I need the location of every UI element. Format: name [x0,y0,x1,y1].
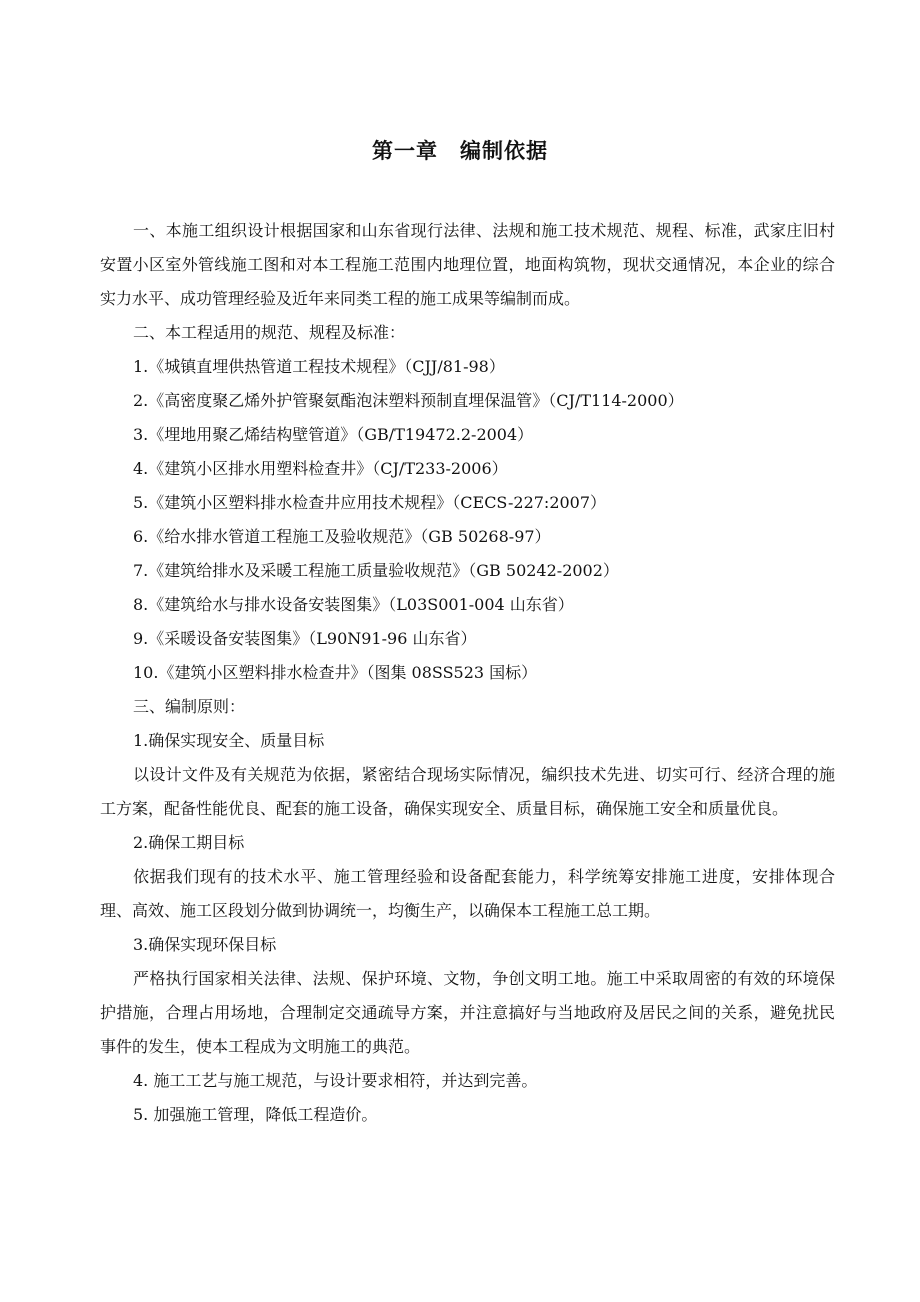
principle-heading: 2.确保工期目标 [133,833,245,852]
standard-item: 4.《建筑小区排水用塑料检查井》（CJ/T233-2006） [133,459,508,478]
document-body [100,214,835,1132]
principle-paragraph: 严格执行国家相关法律、法规、保护环境、文物，争创文明工地。施工中采取周密的有效的环境保护措施，合理占用场地，合理制定交通疏导方案，并注意搞好与当地政府及居民之间的关系，避免扰民事件的发生，使本工程成为文明施工的典范。 [100,969,835,1056]
principle-paragraph: 依据我们现有的技术水平、施工管理经验和设备配套能力，科学统筹安排施工进度，安排体现合理、高效、施工区段划分做到协调统一，均衡生产，以确保本工程施工总工期。 [100,867,835,920]
paragraph-basis: 一、本施工组织设计根据国家和山东省现行法律、法规和施工技术规范、规程、标准，武家庄旧村安置小区室外管线施工图和对本工程施工范围内地理位置，地面构筑物，现状交通情况，本企业的综合实力水平、成功管理经验及近年来同类工程的施工成果等编制而成。 [100,221,835,308]
standard-item: 6.《给水排水管道工程施工及验收规范》（GB 50268-97） [133,527,551,546]
principle-paragraph: 以设计文件及有关规范为依据，紧密结合现场实际情况，编织技术先进、切实可行、经济合理的施工方案，配备性能优良、配套的施工设备，确保实现安全、质量目标，确保施工安全和质量优良。 [100,765,835,818]
standard-item: 2.《高密度聚乙烯外护管聚氨酯泡沫塑料预制直埋保温管》（CJ/T114-2000） [133,391,684,410]
principle-item: 4. 施工工艺与施工规范，与设计要求相符，并达到完善。 [133,1071,538,1090]
standard-item: 7.《建筑给排水及采暖工程施工质量验收规范》（GB 50242-2002） [133,561,619,580]
principle-heading: 3.确保实现环保目标 [133,935,277,954]
chapter-number: 第一章 [372,138,438,164]
section-heading-principles: 三、编制原则： [133,697,246,716]
section-heading-standards: 二、本工程适用的规范、规程及标准： [133,323,406,342]
standard-item: 5.《建筑小区塑料排水检查井应用技术规程》（CECS-227:2007） [133,493,607,512]
chapter-heading: 编制依据 [460,138,548,164]
standard-item: 10.《建筑小区塑料排水检查井》（图集 08SS523 国标） [133,663,538,682]
standard-item: 9.《采暖设备安装图集》（L90N91-96 山东省） [133,629,477,648]
standard-item: 1.《城镇直埋供热管道工程技术规程》（CJJ/81-98） [133,357,505,376]
principle-item: 5. 加强施工管理，降低工程造价。 [133,1105,378,1124]
standard-item: 3.《埋地用聚乙烯结构壁管道》（GB/T19472.2-2004） [133,425,534,444]
principle-heading: 1.确保实现安全、质量目标 [133,731,325,750]
chapter-title [0,136,920,166]
standard-item: 8.《建筑给水与排水设备安装图集》（L03S001-004 山东省） [133,595,574,614]
